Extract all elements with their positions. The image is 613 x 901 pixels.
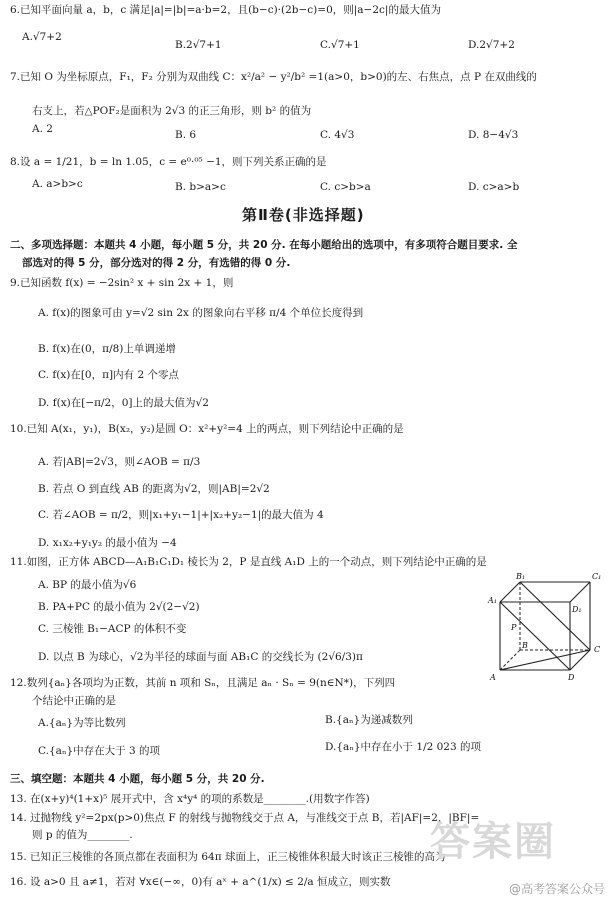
q9-stem: 9.已知函数 f(x) = −2sin² x + sin 2x + 1，则 [10,277,234,289]
q12-stem-continued: 个结论中正确的是 [32,695,116,707]
q12-option-c: C.{aₙ}中存在大于 3 的项 [38,745,161,757]
q7-option-d: D. 8−4√3 [468,129,519,141]
q6-option-d: D.2√7+2 [468,39,515,51]
q7-option-c: C. 4√3 [320,129,355,141]
edge-d1c1 [570,582,590,602]
q7-option-a: A. 2 [32,123,53,135]
q13: 13. 在(x+y)⁴(1+x)⁵ 展开式中，含 x⁴y⁴ 的项的系数是________.(用数字作答) [10,793,370,805]
q11-stem: 11.如图，正方体 ABCD—A₁B₁C₁D₁ 棱长为 2，P 是直线 A₁D 上的一个动点，则下列结论中正确的是 [10,556,487,568]
q7-option-b: B. 6 [175,129,197,141]
q10-option-b: B. 若点 O 到直线 AB 的距离为√2，则|AB|=2√2 [38,483,270,495]
label-p: P [511,623,517,632]
label-c: C [594,645,601,654]
q11-option-a: A. BP 的最小值为√6 [38,579,137,591]
q9-option-d: D. f(x)在[−π/2，0]上的最大值为√2 [38,397,209,409]
q8-option-d: D. c>a>b [468,181,520,193]
edge-dc [570,650,590,670]
q6-option-c: C.√7+1 [320,39,360,51]
q8-option-c: C. c>b>a [320,181,371,193]
label-a1: A₁ [488,596,497,605]
label-a: A [490,673,496,682]
q10-option-d: D. x₁x₂+y₁y₂ 的最小值为 −4 [38,537,177,549]
q8-stem: 8.设 a = 1/21，b = ln 1.05，c = e⁰·⁰⁵ −1，则下列关系正确的是 [10,156,327,168]
label-d1: D₁ [572,605,582,614]
part2-heading: 二、多项选择题：本题共 4 小题，每小题 5 分，共 20 分. 在每小题给出的选项中，有多项符合题目要求. 全 [10,239,518,251]
q10-option-a: A. 若|AB|=2√3，则∠AOB = π/3 [38,456,201,468]
q9-option-b: B. f(x)在(0，π/8)上单调递增 [38,343,176,355]
q8-option-a: A. a>b>c [32,178,83,190]
edge-ab-hidden [500,650,520,670]
label-b: B [522,641,528,650]
label-b1: B₁ [516,572,526,581]
q11-option-c: C. 三棱锥 B₁−ACP 的体积不变 [38,623,187,635]
q10-option-c: C. 若∠AOB = π/2，则|x₁+y₁−1|+|x₂+y₂−1|的最大值为 4 [38,509,324,521]
q11-option-b: B. PA+PC 的最小值为 2√(2−√2) [38,601,200,613]
section-title: 第Ⅱ卷(非选择题) [242,206,365,224]
q6-option-b: B.2√7+1 [175,39,222,51]
edge-a1d-diagonal [500,602,570,670]
edge-a1b1 [500,582,520,602]
q10-stem: 10.已知 A(x₁，y₁)，B(x₂，y₂)是圆 O：x²+y²=4 上的两点，则下列结论中正确的是 [10,423,404,435]
q14-line1: 14. 过抛物线 y²=2px(p>0)焦点 F 的射线与抛物线交于点 A，与准线交于点 B，若|AF|=2，|BF|= [10,812,480,824]
q11-option-d: D. 以点 B 为球心，√2为半径的球面与面 AB₁C 的交线长为 (2√6/3)π [38,651,363,663]
label-d: D [568,673,575,682]
q14-line2: 则 p 的值为________. [32,829,133,841]
watermark-logo: 答案圈 [430,819,556,865]
part2-heading-line2: 部选对的得 5 分，部分选对的得 2 分，有选错的得 0 分. [22,257,291,269]
cube-figure [470,570,610,682]
q9-option-a: A. f(x)的图象可由 y=√2 sin 2x 的图象向右平移 π/4 个单位长度得到 [38,307,364,319]
q12-option-d: D.{aₙ}中存在小于 1/2 023 的项 [325,741,481,753]
label-c1: C₁ [592,572,602,581]
q15: 15. 已知正三棱锥的各顶点都在表面积为 64π 球面上，正三棱锥体积最大时该正三棱锥的高为 [10,851,446,863]
part3-heading: 三、填空题：本题共 4 小题，每小题 5 分，共 20 分. [10,773,265,785]
q6-stem: 6.已知平面向量 a，b，c 满足|a|=|b|=a·b=2，且(b−c)·(2b−c)=0，则|a−2c|的最大值为 [10,4,441,16]
q12-option-b: B.{aₙ}为递减数列 [325,714,413,726]
q12-stem: 12.数列{aₙ}各项均为正数，其前 n 项和 Sₙ，且满足 aₙ · Sₙ = 9(n∈N*)，下列四 [10,677,396,689]
q8-option-b: B. b>a>c [175,181,226,193]
q16: 16. 设 a>0 且 a≠1，若对 ∀x∈(−∞，0)有 aˣ + a^(1/x) ≤ 2/a 恒成立，则实数 [10,876,391,888]
q12-option-a: A.{aₙ}为等比数列 [38,717,126,729]
edge-ac-diagonal [500,650,590,670]
watermark-text: @高考答案公众号 [508,882,605,896]
q6-option-a: A.√7+2 [22,31,62,43]
q7-stem-continued: 右支上，若△POF₂是面积为 2√3 的正三角形，则 b² 的值为 [32,105,312,117]
q9-option-c: C. f(x)在[0，π]内有 2 个零点 [38,369,179,381]
q7-stem: 7.已知 O 为坐标原点，F₁，F₂ 分别为双曲线 C：x²/a² − y²/b² =1(a>0，b>0)的左、右焦点，点 P 在双曲线的 [10,71,537,83]
